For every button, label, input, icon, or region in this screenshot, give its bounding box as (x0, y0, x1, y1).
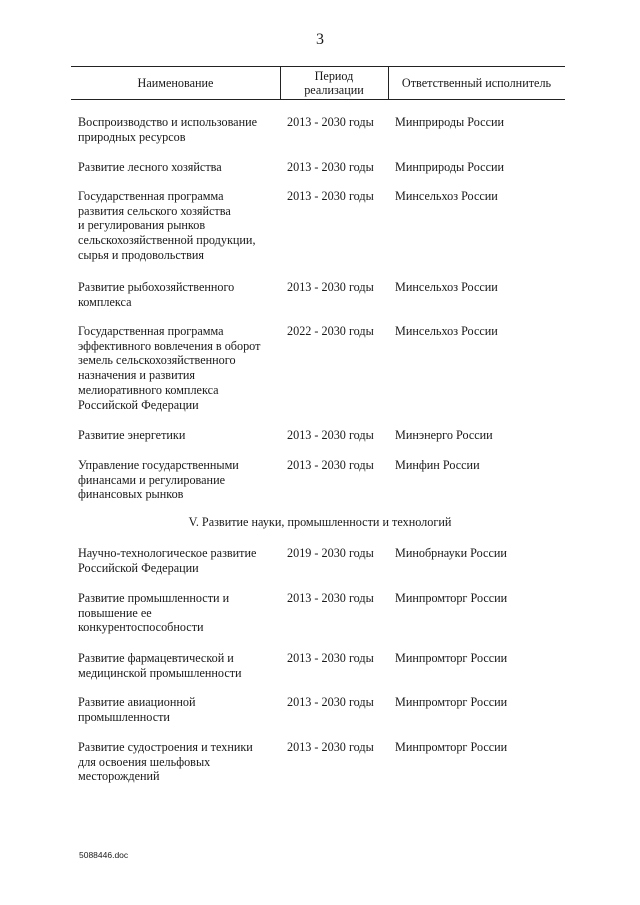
program-period: 2013 - 2030 годы (287, 591, 374, 605)
program-name-line: промышленности (78, 709, 170, 724)
program-name-line: Развитие лесного хозяйства (78, 160, 222, 174)
program-period: 2013 - 2030 годы (287, 428, 374, 442)
program-name-line: медицинской промышленности (78, 665, 242, 680)
program-responsible: Минсельхоз России (395, 280, 498, 294)
program-name-line: для освоения шельфовых (78, 754, 211, 769)
program-name (78, 591, 283, 635)
program-responsible: Минэнерго России (395, 428, 493, 442)
program-name-line: сырья и продовольствия (78, 247, 204, 262)
program-name-line: мелиоративного комплекса (78, 382, 219, 397)
section-heading: V. Развитие науки, промышленности и технологий (188, 515, 452, 529)
program-name-line: Развитие авиационной (78, 695, 196, 709)
header-period (280, 70, 388, 97)
program-responsible: Минприроды России (395, 115, 505, 129)
program-name-line: Государственная программа (78, 189, 224, 203)
page-number: 3 (316, 31, 324, 48)
program-name (78, 189, 283, 263)
program-name-line: Развитие энергетики (78, 428, 186, 442)
program-name-line: Государственная программа (78, 324, 224, 338)
header-name: Наименование (137, 76, 214, 90)
header-period-line: Период (314, 69, 354, 83)
program-name (78, 651, 283, 680)
program-period: 2013 - 2030 годы (287, 651, 374, 665)
program-name (78, 115, 283, 144)
program-name-line: финансами и регулирование (78, 472, 225, 487)
program-period: 2019 - 2030 годы (287, 546, 374, 560)
header-period-line: реализации (304, 82, 364, 97)
program-name-line: месторождений (78, 769, 160, 784)
program-name-line: финансовых рынков (78, 487, 184, 502)
program-name-line: эффективного вовлечения в оборот (78, 338, 261, 353)
program-name-line: повышение ее (78, 605, 152, 620)
program-name-line: конкурентоспособности (78, 620, 204, 635)
program-period: 2013 - 2030 годы (287, 695, 374, 709)
program-period: 2013 - 2030 годы (287, 160, 374, 174)
program-name (78, 546, 283, 575)
program-name-line: Управление государственными (78, 458, 239, 472)
program-period: 2013 - 2030 годы (287, 458, 374, 472)
program-name-line: Воспроизводство и использование (78, 115, 258, 129)
table-header-top-rule (71, 66, 565, 67)
program-name-line: Развитие промышленности и (78, 591, 230, 605)
program-name-line: природных ресурсов (78, 129, 186, 144)
program-name-line: сельскохозяйственной продукции, (78, 233, 256, 248)
program-name-line: Российской Федерации (78, 397, 199, 412)
program-name (78, 160, 283, 175)
program-period: 2013 - 2030 годы (287, 740, 374, 754)
program-name-line: Российской Федерации (78, 560, 199, 575)
program-responsible: Минпромторг России (395, 591, 508, 605)
program-name-line: Развитие судостроения и техники (78, 740, 253, 754)
program-period: 2013 - 2030 годы (287, 115, 374, 129)
program-name-line: развития сельского хозяйства (78, 203, 231, 218)
program-responsible: Минпромторг России (395, 695, 508, 709)
document-footer: 5088446.doc (79, 850, 129, 860)
program-name-line: и регулирования рынков (78, 218, 206, 233)
program-name (78, 428, 283, 443)
program-name-line: земель сельскохозяйственного (78, 353, 236, 368)
program-period: 2022 - 2030 годы (287, 324, 374, 338)
program-name-line: Научно-технологическое развитие (78, 546, 257, 560)
program-period: 2013 - 2030 годы (287, 280, 374, 294)
header-responsible: Ответственный исполнитель (401, 76, 552, 90)
program-responsible: Минфин России (395, 458, 480, 472)
program-period: 2013 - 2030 годы (287, 189, 374, 203)
program-name-line: комплекса (78, 294, 132, 309)
program-responsible: Минсельхоз России (395, 189, 498, 203)
program-name (78, 740, 283, 784)
program-name-line: Развитие рыбохозяйственного (78, 280, 235, 294)
program-responsible: Минпромторг России (395, 740, 508, 754)
program-responsible: Минприроды России (395, 160, 505, 174)
program-responsible: Минобрнауки России (395, 546, 507, 560)
program-name (78, 695, 283, 724)
program-name (78, 280, 283, 309)
table-header-bottom-rule (71, 99, 565, 100)
program-name (78, 324, 283, 412)
program-name-line: назначения и развития (78, 368, 196, 383)
program-responsible: Минпромторг России (395, 651, 508, 665)
program-name (78, 458, 283, 502)
program-responsible: Минсельхоз России (395, 324, 498, 338)
program-name-line: Развитие фармацевтической и (78, 651, 234, 665)
